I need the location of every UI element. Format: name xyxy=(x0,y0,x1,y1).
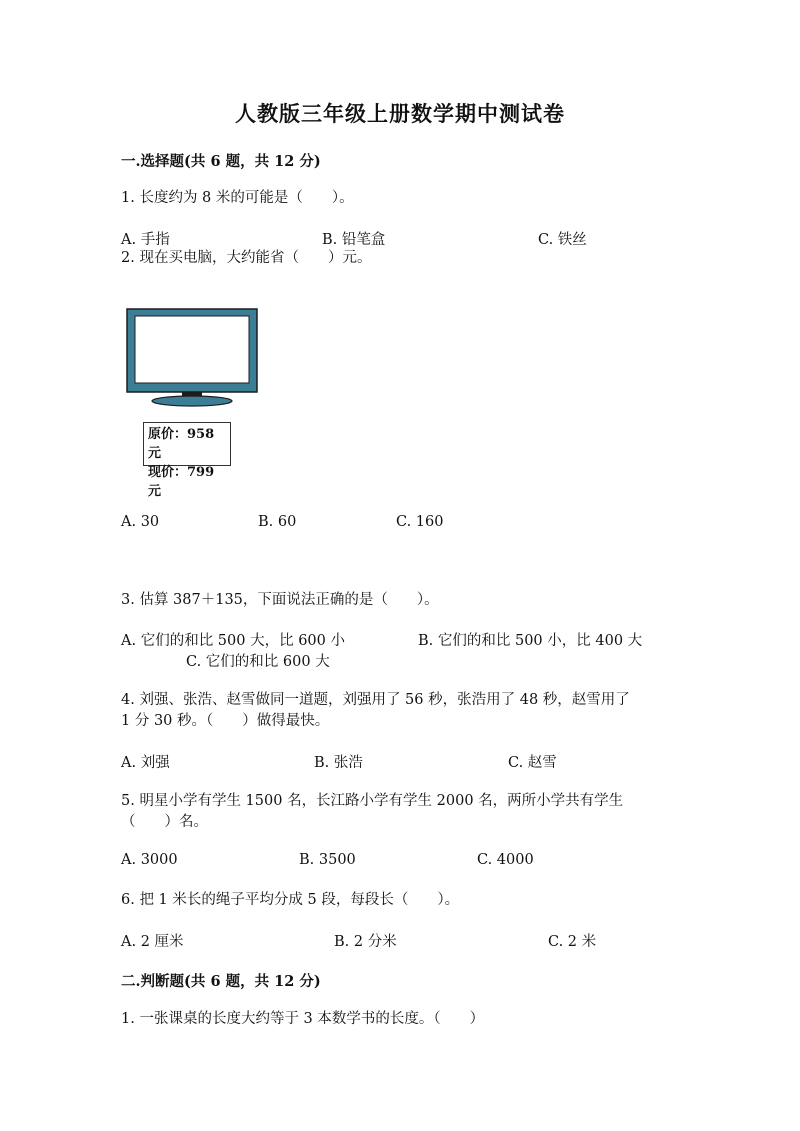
q4-option-a[interactable]: A. 刘强 xyxy=(121,755,170,771)
question-4-line-2: 1 分 30 秒。（ ）做得最快。 xyxy=(121,713,330,729)
q6-option-b[interactable]: B. 2 分米 xyxy=(334,934,397,950)
monitor-screen xyxy=(135,316,249,383)
price-label-box xyxy=(143,422,231,499)
q1-option-c[interactable]: C. 铁丝 xyxy=(538,232,587,248)
question-4-line-1: 4. 刘强、张浩、赵雪做同一道题，刘强用了 56 秒，张浩用了 48 秒，赵雪用了 xyxy=(121,692,630,708)
question-6: 6. 把 1 米长的绳子平均分成 5 段，每段长（ ）。 xyxy=(121,892,460,908)
question-5-line-1: 5. 明星小学有学生 1500 名，长江路小学有学生 2000 名，两所小学共有学生 xyxy=(121,793,624,809)
q1-option-a[interactable]: A. 手指 xyxy=(121,232,170,248)
section-heading-choice: 一.选择题(共 6 题，共 12 分) xyxy=(121,153,321,170)
question-2: 2. 现在买电脑，大约能省（ ）元。 xyxy=(121,250,372,266)
q2-option-a[interactable]: A. 30 xyxy=(121,514,160,530)
q3-option-c[interactable]: C. 它们的和比 600 大 xyxy=(186,654,330,670)
computer-monitor-figure xyxy=(124,307,260,407)
q6-option-c[interactable]: C. 2 米 xyxy=(548,934,597,950)
q5-option-a[interactable]: A. 3000 xyxy=(121,852,178,868)
question-5-line-2: （ ）名。 xyxy=(121,814,208,830)
original-price: 原价：958 元 xyxy=(148,427,215,461)
q3-option-a[interactable]: A. 它们的和比 500 大，比 600 小 xyxy=(121,633,345,649)
page-title: 人教版三年级上册数学期中测试卷 xyxy=(235,101,565,126)
q1-option-b[interactable]: B. 铅笔盒 xyxy=(322,232,386,248)
section-heading-judge: 二.判断题(共 6 题，共 12 分) xyxy=(121,973,321,990)
q2-option-b[interactable]: B. 60 xyxy=(258,514,297,530)
q4-option-b[interactable]: B. 张浩 xyxy=(314,755,363,771)
q5-option-b[interactable]: B. 3500 xyxy=(299,852,356,868)
q6-option-a[interactable]: A. 2 厘米 xyxy=(121,934,184,950)
current-price: 现价：799 元 xyxy=(148,465,215,499)
q4-option-c[interactable]: C. 赵雪 xyxy=(508,755,557,771)
q3-option-b[interactable]: B. 它们的和比 500 小，比 400 大 xyxy=(418,633,643,649)
judge-question-1: 1. 一张课桌的长度大约等于 3 本数学书的长度。（ ） xyxy=(121,1011,485,1027)
q5-option-c[interactable]: C. 4000 xyxy=(477,852,534,868)
monitor-base xyxy=(152,396,232,406)
q2-option-c[interactable]: C. 160 xyxy=(396,514,444,530)
question-3: 3. 估算 387＋135，下面说法正确的是（ ）。 xyxy=(121,592,439,608)
question-1: 1. 长度约为 8 米的可能是（ ）。 xyxy=(121,190,354,206)
